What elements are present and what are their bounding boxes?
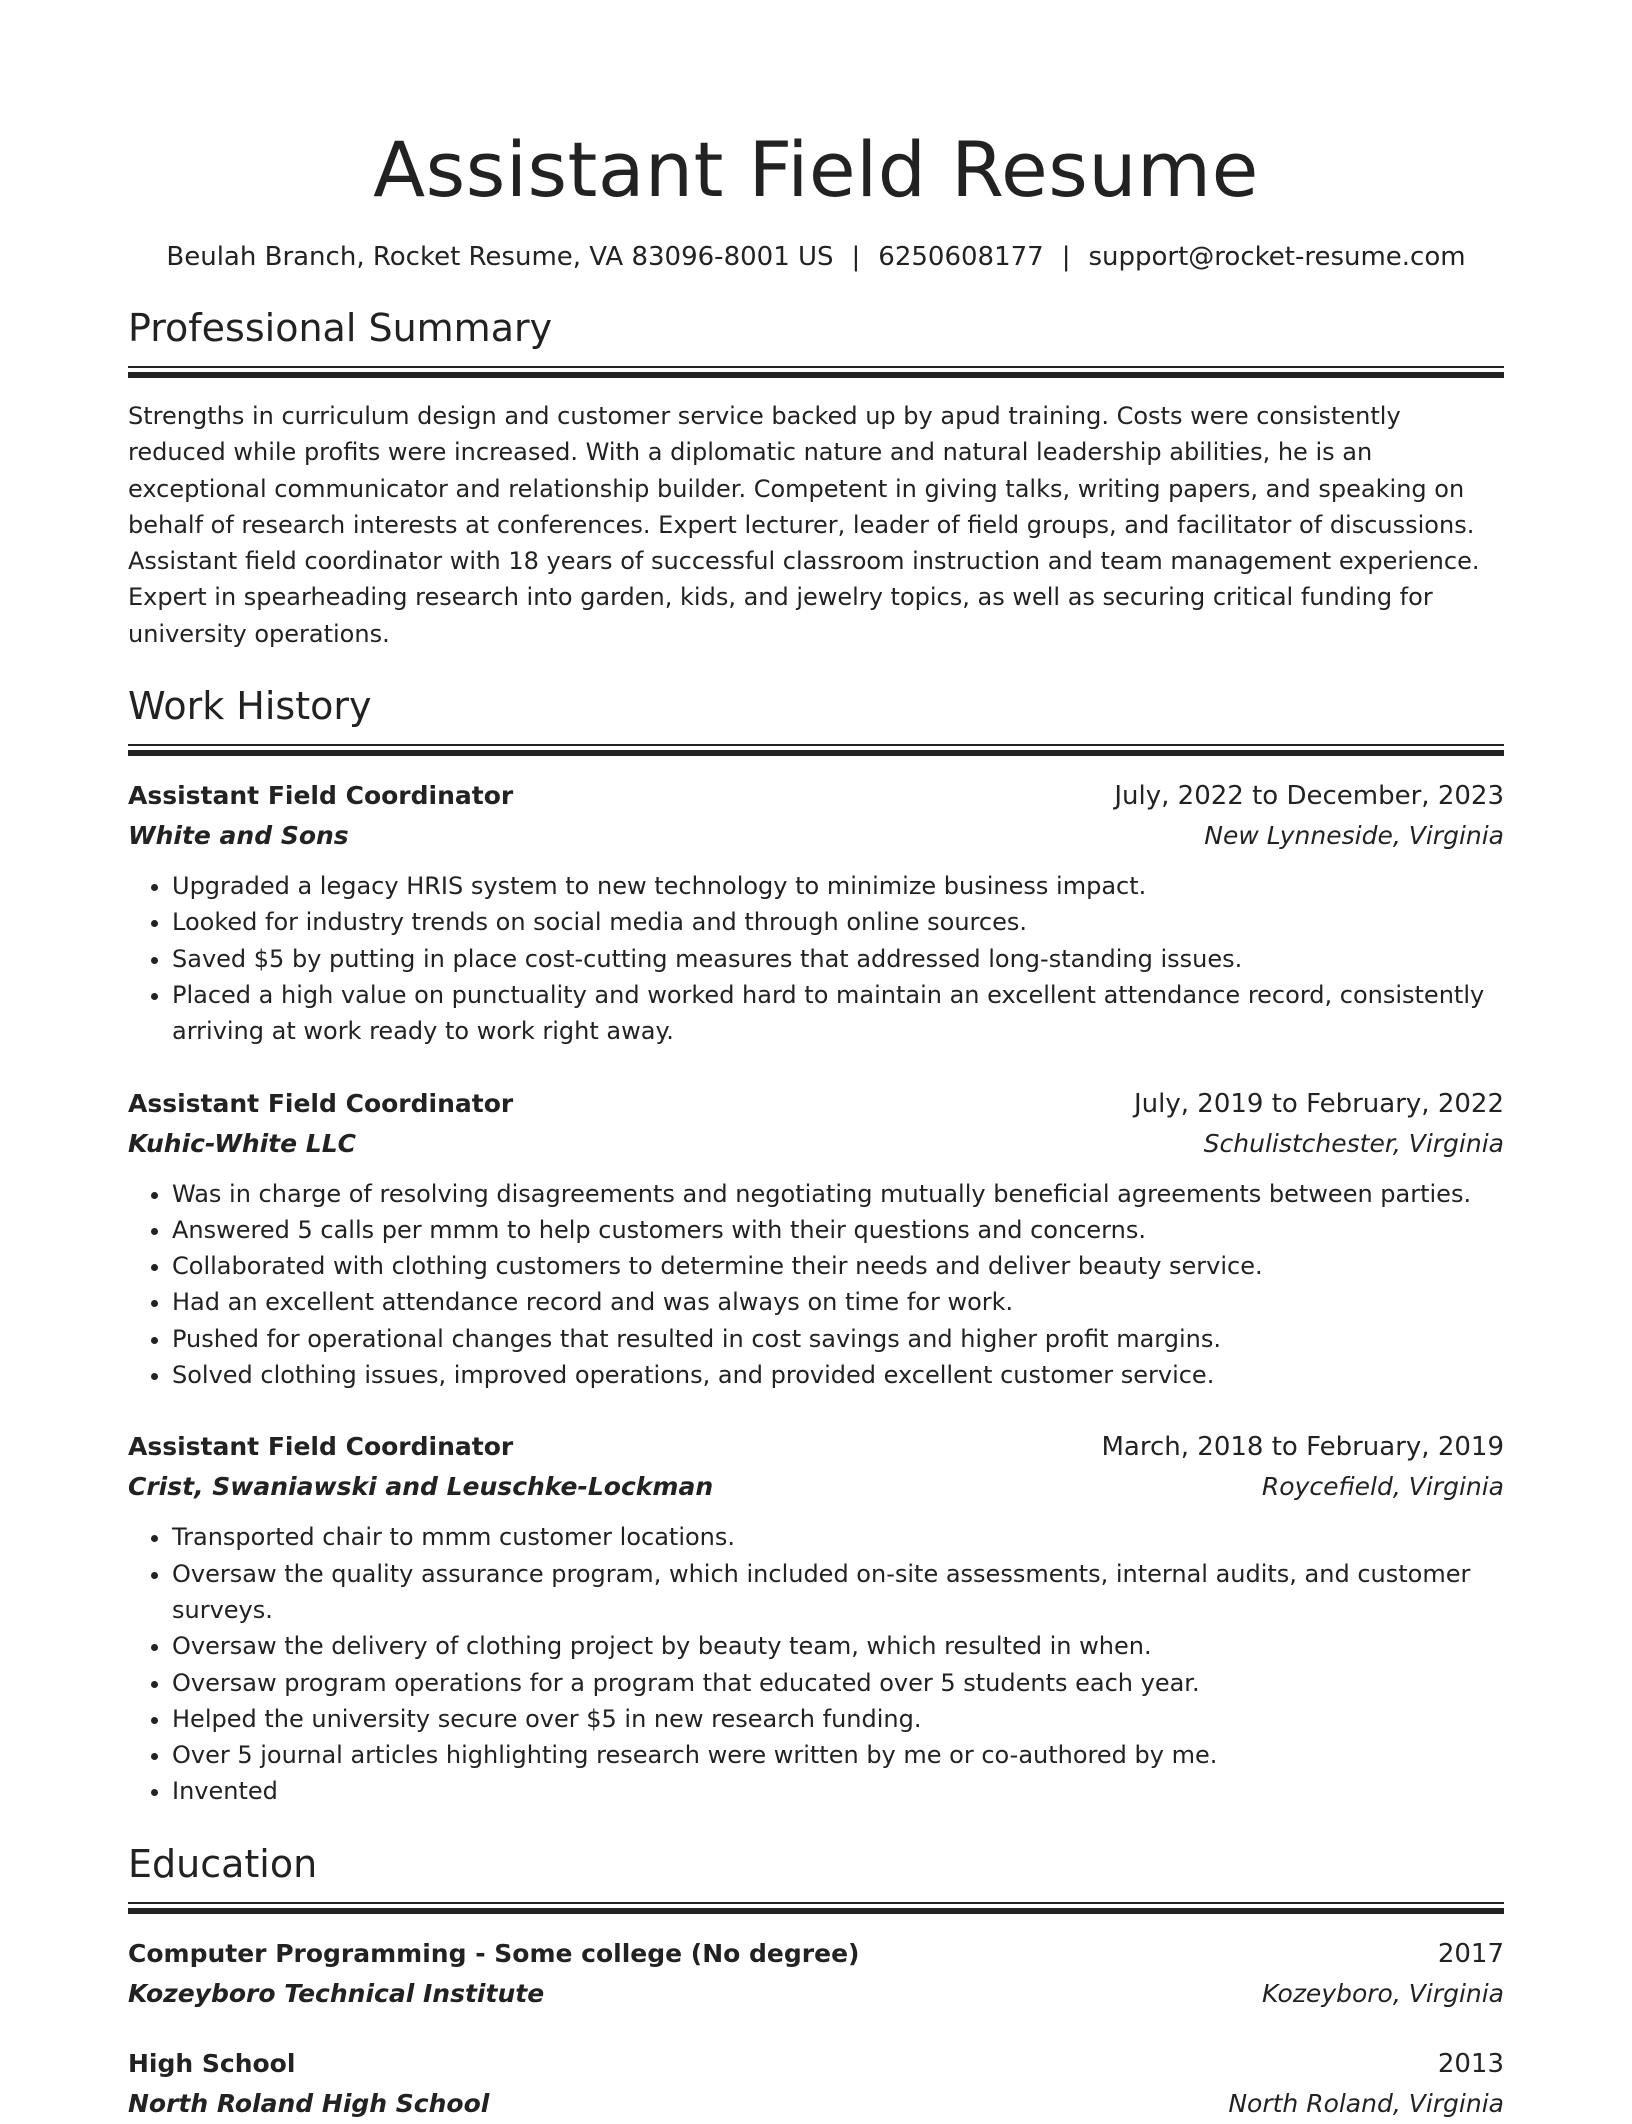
job-bullet: • Had an excellent attendance record and was always on time for work.: [172, 1284, 1504, 1320]
education-year: 2013: [1437, 2048, 1504, 2079]
job-bullet: • Placed a high value on punctuality and worked hard to maintain an excellent attendance record, consistently arriving at work ready to work right away.: [172, 977, 1504, 1050]
job-entry: [128, 1084, 1504, 1394]
job-location: Roycefield, Virginia: [1261, 1472, 1504, 1502]
education-school: North Roland High School: [128, 2088, 490, 2118]
summary-text: Strengths in curriculum design and customer service backed up by apud training. Costs were consistently reduced while profits were increased. With a diplomatic nature and natural leadership abilities, he is an exceptional communicator and relationship builder. Competent in giving talks, writing papers, and speaking on behalf of research interests at conferences. Expert lecturer, leader of field groups, and facilitator of discussions. Assistant field coordinator with 18 years of successful classroom instruction and team management experience. Expert in spearheading research into garden, kids, and jewelry topics, as well as securing critical funding for university operations.: [128, 402, 1480, 648]
education-section: [128, 1840, 1504, 2124]
section-divider: [128, 1902, 1504, 1912]
job-bullet: • Upgraded a legacy HRIS system to new technology to minimize business impact.: [172, 868, 1504, 904]
summary-heading: Professional Summary: [128, 306, 553, 350]
contact-separator: |: [851, 242, 861, 272]
job-entry: [128, 776, 1504, 1049]
job-company: Kuhic-White LLC: [128, 1128, 357, 1158]
education-school: Kozeyboro Technical Institute: [128, 1978, 545, 2008]
job-bullets: [128, 1176, 1504, 1394]
job-bullet: • Oversaw the delivery of clothing project by beauty team, which resulted in when.: [172, 1628, 1504, 1664]
education-entry: [128, 1934, 1504, 2014]
job-dates: July, 2022 to December, 2023: [1114, 781, 1504, 812]
job-bullet: • Solved clothing issues, improved operations, and provided excellent customer service.: [172, 1357, 1504, 1393]
job-bullet: • Collaborated with clothing customers to determine their needs and deliver beauty service.: [172, 1248, 1504, 1284]
job-bullet: • Helped the university secure over $5 in new research funding.: [172, 1701, 1504, 1737]
job-bullet: • Oversaw the quality assurance program, which included on-site assessments, internal audits, and customer surveys.: [172, 1556, 1504, 1629]
job-bullet: • Looked for industry trends on social media and through online sources.: [172, 904, 1504, 940]
summary-section: [128, 304, 1504, 652]
job-company: White and Sons: [128, 821, 349, 851]
contact-separator: |: [1061, 242, 1071, 272]
contact-phone: 6250608177: [878, 242, 1044, 272]
resume-page: [128, 0, 1504, 2124]
education-degree: High School: [128, 2048, 296, 2078]
job-bullet: • Oversaw program operations for a program that educated over 5 students each year.: [172, 1665, 1504, 1701]
education-year: 2017: [1437, 1938, 1504, 1969]
job-dates: March, 2018 to February, 2019: [1101, 1432, 1504, 1463]
job-title: Assistant Field Coordinator: [128, 781, 514, 811]
job-bullet: • Answered 5 calls per mmm to help customers with their questions and concerns.: [172, 1212, 1504, 1248]
job-title: Assistant Field Coordinator: [128, 1088, 514, 1118]
education-degree: Computer Programming - Some college (No degree): [128, 1938, 860, 1968]
education-heading: Education: [128, 1841, 318, 1886]
job-bullets: [128, 1519, 1504, 1809]
section-divider: [128, 366, 1504, 376]
job-bullet: • Invented: [172, 1773, 1504, 1809]
job-company: Crist, Swaniawski and Leuschke-Lockman: [128, 1472, 714, 1502]
contact-address: Beulah Branch, Rocket Resume, VA 83096-8001 US: [166, 242, 834, 272]
resume-title: Assistant Field Resume: [373, 125, 1259, 214]
section-divider: [128, 744, 1504, 754]
job-bullet: • Over 5 journal articles highlighting research were written by me or co-authored by me.: [172, 1737, 1504, 1773]
job-dates: July, 2019 to February, 2022: [1134, 1088, 1504, 1119]
job-bullet: • Pushed for operational changes that resulted in cost savings and higher profit margins.: [172, 1321, 1504, 1357]
contact-line: [128, 240, 1504, 274]
work-history-section: [128, 682, 1504, 1810]
job-location: Schulistchester, Virginia: [1203, 1128, 1504, 1158]
job-bullet: • Transported chair to mmm customer locations.: [172, 1519, 1504, 1555]
job-bullet: • Saved $5 by putting in place cost-cutting measures that addressed long-standing issues.: [172, 941, 1504, 977]
job-bullets: [128, 868, 1504, 1049]
job-entry: [128, 1427, 1504, 1809]
work-history-heading: Work History: [128, 684, 372, 729]
job-location: New Lynneside, Virginia: [1204, 821, 1504, 851]
education-location: Kozeyboro, Virginia: [1262, 1978, 1504, 2008]
contact-email: support@rocket-resume.com: [1088, 242, 1466, 272]
education-location: North Roland, Virginia: [1228, 2088, 1504, 2118]
job-title: Assistant Field Coordinator: [128, 1432, 514, 1462]
job-bullet: • Was in charge of resolving disagreements and negotiating mutually beneficial agreements between parties.: [172, 1176, 1504, 1212]
